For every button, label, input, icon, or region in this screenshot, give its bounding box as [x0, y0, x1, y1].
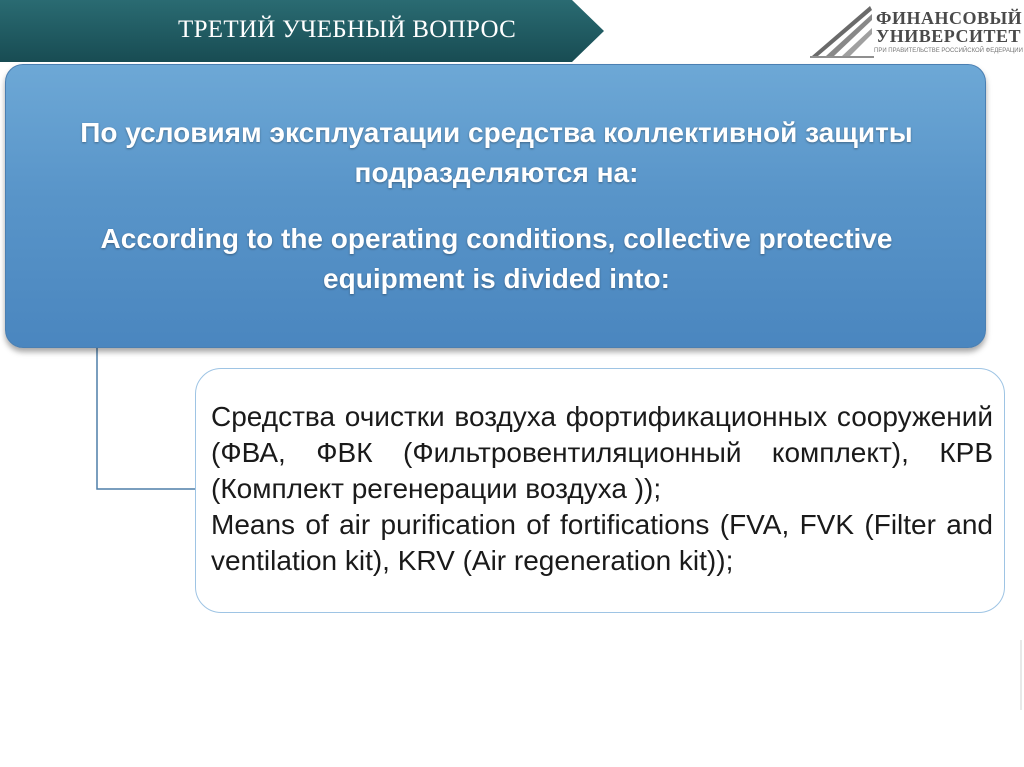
- main-statement-box: [5, 64, 986, 348]
- item-text-ru: Средства очистки воздуха фортификационных сооружений (ФВА, ФВК (Фильтровентиляционный комплект), КРВ (Комплект регенерации воздуха ));: [211, 401, 993, 504]
- item-text-en: Means of air purification of fortifications (FVA, FVK (Filter and ventilation kit), KRV (Air regeneration kit));: [211, 509, 993, 576]
- main-text-ru: По условиям эксплуатации средства коллективной защиты подразделяются на:: [80, 117, 913, 188]
- logo-text-line1: ФИНАНСОВЫЙ: [876, 8, 1023, 28]
- logo-text-line2: УНИВЕРСИТЕТ: [876, 26, 1021, 46]
- item-text: [211, 399, 993, 579]
- item-box: [195, 368, 1005, 613]
- slide-title: ТРЕТИЙ УЧЕБНЫЙ ВОПРОС: [178, 16, 517, 43]
- edge-mark: [1018, 640, 1024, 710]
- main-text-en: According to the operating conditions, collective protective equipment is divided into:: [100, 223, 893, 294]
- logo-tagline: ПРИ ПРАВИТЕЛЬСТВЕ РОССИЙСКОЙ ФЕДЕРАЦИИ: [874, 48, 1023, 54]
